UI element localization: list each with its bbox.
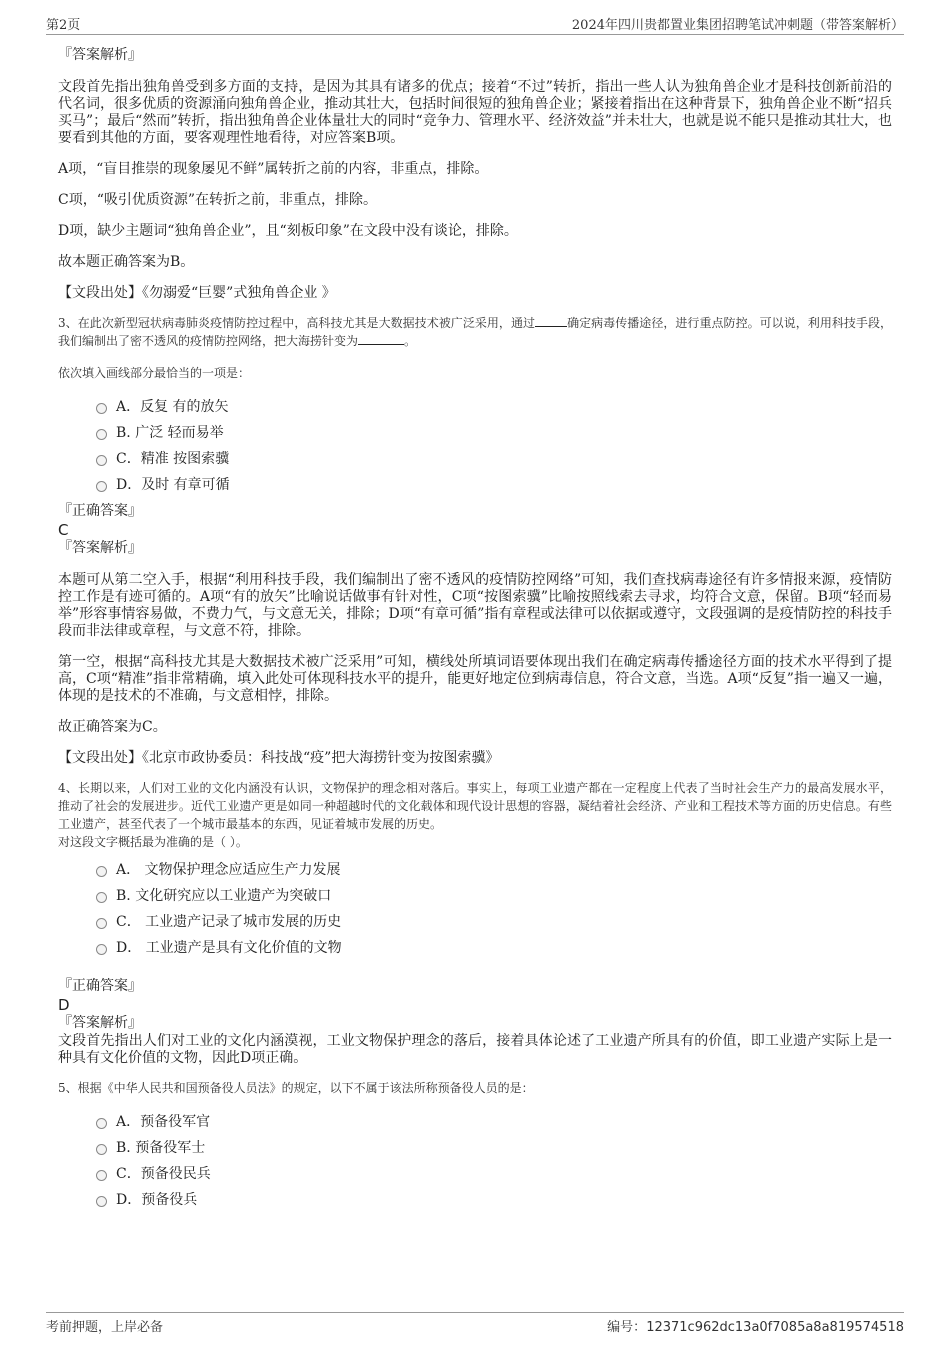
q2-analysis-tag: 『答案解析』: [58, 47, 142, 63]
radio-icon[interactable]: [96, 481, 107, 492]
q5-option-b[interactable]: B. 预备役军士: [58, 1135, 892, 1161]
q2-analysis-option-d: D项，缺少主题词“独角兽企业”，且“刻板印象”在文段中没有谈论，排除。: [58, 223, 518, 239]
document-title: 2024年四川贵都置业集团招聘笔试冲刺题（带答案解析）: [571, 18, 904, 33]
q3-option-b[interactable]: B. 广泛 轻而易举: [58, 420, 892, 446]
q2-analysis-option-c: C项，“吸引优质资源”在转折之前，非重点，排除。: [58, 192, 378, 208]
radio-icon[interactable]: [96, 866, 107, 877]
q4-answer-tag: 『正确答案』: [58, 978, 142, 994]
q4-options: [58, 857, 892, 961]
q2-analysis-paragraph: 文段首先指出独角兽受到多方面的支持，是因为其具有诸多的优点；接着“不过”转折，指出一些人认为独角兽企业才是科技创新前沿的代名词，很多优质的资源涌向独角兽企业，推动其壮大，包括时间很短的独角兽企业；紧接着指出在这种背景下，独角兽企业不断“招兵买马”；最后“然而”转折，指出独角兽企业体量壮大的同时“竞争力、管理水平、经济效益”并未壮大，也就是说不能只是推动其壮大，也要看到其他的方面，要客观理性地看待，对应答案B项。: [58, 79, 892, 146]
radio-icon[interactable]: [96, 1118, 107, 1129]
q4-analysis-tag: 『答案解析』: [58, 1015, 142, 1031]
q3-analysis-paragraph-2: 第一空，根据“高科技尤其是大数据技术被广泛采用”可知，横线处所填词语要体现出我们在确定病毒传播途径方面的技术水平得到了提高，C项“精准”指非常精确，填入此处可体现科技水平的提升，能更好地定位到病毒信息，符合文意，当选。A项“反复”指一遍又一遍，体现的是技术的不准确，与文意相悖，排除。: [58, 654, 892, 704]
q2-analysis-option-a: A项，“盲目推崇的现象屡见不鲜”属转折之前的内容，非重点，排除。: [58, 161, 489, 177]
radio-icon[interactable]: [96, 403, 107, 414]
q4-option-c[interactable]: C． 工业遗产记录了城市发展的历史: [58, 909, 892, 935]
footer-slogan: 考前押题，上岸必备: [46, 1320, 164, 1335]
q5-option-c[interactable]: C．预备役民兵: [58, 1161, 892, 1187]
q4-option-d[interactable]: D． 工业遗产是具有文化价值的文物: [58, 935, 892, 961]
q2-source: 【文段出处】《勿溺爱“巨婴”式独角兽企业 》: [58, 285, 336, 301]
q3-stem: 3、在此次新型冠状病毒肺炎疫情防控过程中，高科技尤其是大数据技术被广泛采用，通过 确定病毒传播途径，进行重点防控。可以说，利用科技手段，我们编制出了密不透风的疫情防控网络，把大海捞针变为 。: [58, 316, 892, 348]
q3-answer-tag: 『正确答案』: [58, 503, 142, 519]
radio-icon[interactable]: [96, 892, 107, 903]
q5-options: [58, 1109, 892, 1213]
radio-icon[interactable]: [96, 455, 107, 466]
q5-stem: 5、根据《中华人民共和国预备役人员法》的规定，以下不属于该法所称预备役人员的是：: [58, 1081, 534, 1095]
radio-icon[interactable]: [96, 1144, 107, 1155]
radio-icon[interactable]: [96, 429, 107, 440]
page-header: [46, 12, 904, 35]
q3-source: 【文段出处】《北京市政协委员：科技战“疫”把大海捞针变为按图索骥》: [58, 750, 500, 766]
radio-icon[interactable]: [96, 918, 107, 929]
q3-answer: C: [58, 521, 69, 539]
q3-prompt: 依次填入画线部分最恰当的一项是：: [58, 366, 251, 380]
page-footer: [46, 1312, 904, 1335]
q4-option-a[interactable]: A． 文物保护理念应适应生产力发展: [58, 857, 892, 883]
q3-option-d[interactable]: D．及时 有章可循: [58, 472, 892, 498]
q4-option-b[interactable]: B. 文化研究应以工业遗产为突破口: [58, 883, 892, 909]
q5-option-a[interactable]: A．预备役军官: [58, 1109, 892, 1135]
radio-icon[interactable]: [96, 944, 107, 955]
q3-analysis-tag: 『答案解析』: [58, 540, 142, 556]
q4-answer: D: [58, 996, 70, 1014]
q3-blank-2: [358, 332, 404, 345]
q5-option-d[interactable]: D．预备役兵: [58, 1187, 892, 1213]
q3-options: [58, 394, 892, 498]
q4-analysis-paragraph: 文段首先指出人们对工业的文化内涵漠视，工业文物保护理念的落后，接着具体论述了工业遗产所具有的价值，即工业遗产实际上是一种具有文化价值的文物，因此D项正确。: [58, 1033, 892, 1066]
q4-stem: 4、长期以来，人们对工业的文化内涵没有认识，文物保护的理念相对落后。事实上，每项工业遗产都在一定程度上代表了当时社会生产力的最高发展水平，推动了社会的发展进步。近代工业遗产更是如同一种超越时代的文化载体和现代设计思想的容器，凝结着社会经济、产业和工程技术等方面的历史信息。有些工业遗产，甚至代表了一个城市最基本的东西，见证着城市发展的历史。: [58, 781, 892, 831]
page-number: 第2页: [46, 18, 81, 33]
document-code: 编号：12371c962dc13a0f7085a8a819574518: [607, 1320, 904, 1335]
document-body: [58, 42, 892, 1213]
radio-icon[interactable]: [96, 1196, 107, 1207]
q3-conclusion: 故正确答案为C。: [58, 719, 167, 735]
q3-option-c[interactable]: C．精准 按图索骥: [58, 446, 892, 472]
q4-prompt: 对这段文字概括最为准确的是（ ）。: [58, 835, 248, 849]
q2-conclusion: 故本题正确答案为B。: [58, 254, 195, 270]
q3-option-a[interactable]: A．反复 有的放矢: [58, 394, 892, 420]
q3-blank-1: [535, 314, 567, 327]
q3-analysis-paragraph-1: 本题可从第二空入手，根据“利用科技手段，我们编制出了密不透风的疫情防控网络”可知，我们查找病毒途径有许多情报来源，疫情防控工作是有迹可循的。A项“有的放矢”比喻说话做事有针对性，C项“按图索骥”比喻按照线索去寻求，均符合文意，保留。B项“轻而易举”形容事情容易做，不费力气，与文意无关，排除；D项“有章可循”指有章程或法律可以依据或遵守，文段强调的是疫情防控的科技手段而非法律或章程，与文意不符，排除。: [58, 572, 892, 639]
radio-icon[interactable]: [96, 1170, 107, 1181]
